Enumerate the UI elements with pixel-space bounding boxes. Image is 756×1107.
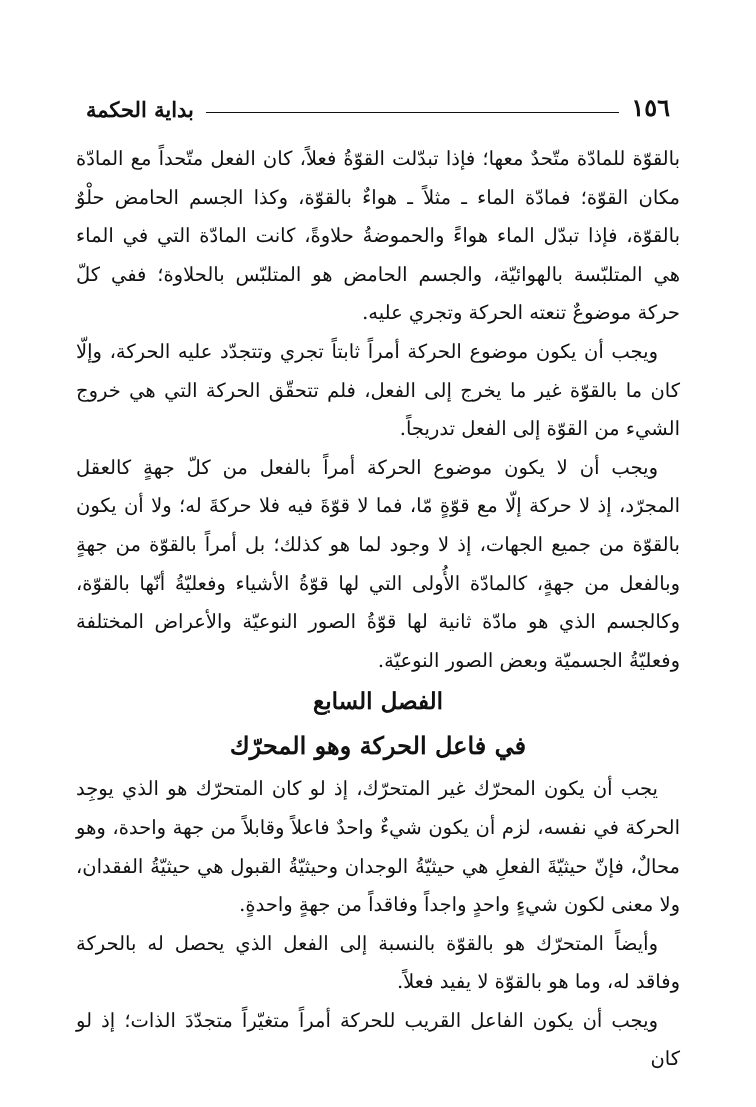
paragraph: ويجب أن لا يكون موضوع الحركة أمراً بالفعل من كلّ جهةٍ كالعقل المجرّد، إذ لا حركة إلّا مع قوّةٍ مّا، فما لا قوّةَ فيه فلا حركةَ له؛ ولا أن يكون بالقوّة من جميع الجهات، إذ لا وجود لما هو كذلك؛ بل أمراً بالقوّة من جهةٍ وبالفعل من جهةٍ، كالمادّة الأُولى التي لها قوّةُ الأشياء وفعليّةُ أنّها بالقوّة، وكالجسم الذي هو مادّة ثانية لها قوّةُ الصور النوعيّة والأعراض المختلفة وفعليّةُ الجسميّة وبعض الصور النوعيّة. — [76, 455, 680, 672]
header-rule — [206, 112, 619, 113]
book-title: بداية الحكمة — [86, 97, 194, 122]
running-header — [86, 80, 670, 120]
chapter-number: الفصل السابع — [313, 688, 443, 716]
paragraph: ويجب أن يكون موضوع الحركة أمراً ثابتاً تجري وتتجدّد عليه الحركة، وإلّا كان ما بالقوّة غير ما يخرج إلى الفعل، فلم تتحقّق الحركة التي هي خروج الشيء من القوّة إلى الفعل تدريجاً. — [76, 339, 680, 441]
paragraph: وأيضاً المتحرّك هو بالقوّة بالنسبة إلى الفعل الذي يحصل له بالحركة وفاقد له، وما هو بالقوّة لا يفيد فعلاً. — [76, 931, 680, 994]
chapter-title: في فاعل الحركة وهو المحرّك — [229, 731, 527, 761]
paragraph: بالقوّة للمادّة متّحدٌ معها؛ فإذا تبدّلت القوّةُ فعلاً، كان الفعل متّحداً مع المادّة مكان القوّة؛ فمادّة الماء ـ مثلاً ـ هواءٌ بالقوّة، وكذا الجسم الحامض حلْوٌ بالقوّة، فإذا تبدّل الماء هواءً والحموضةُ حلاوةً، كانت المادّة التي في الماء هي المتلبّسة بالهوائيّة، والجسم الحامض هو المتلبّس بالحلاوة؛ ففي كلّ حركة موضوعٌ تنعته الحركة وتجري عليه. — [76, 147, 680, 325]
page-body — [76, 140, 680, 1079]
page-number: ١٥٦ — [631, 93, 670, 122]
paragraph: ويجب أن يكون الفاعل القريب للحركة أمراً متغيّراً متجدّدَ الذات؛ إذ لو كان — [76, 1008, 680, 1071]
paragraph: يجب أن يكون المحرّك غير المتحرّك، إذ لو كان المتحرّك هو الذي يوجِد الحركة في نفسه، لزم أن يكون شيءٌ واحدٌ فاعلاً وقابلاً من جهة واحدة، وهو محالٌ، فإنّ حيثيّةَ الفعلِ هي حيثيّةُ الوجدان وحيثيّةُ القبول هي حيثيّةُ الفقدان، ولا معنى لكون شيءٍ واحدٍ واجداً وفاقداً من جهةٍ واحدةٍ. — [76, 777, 680, 917]
